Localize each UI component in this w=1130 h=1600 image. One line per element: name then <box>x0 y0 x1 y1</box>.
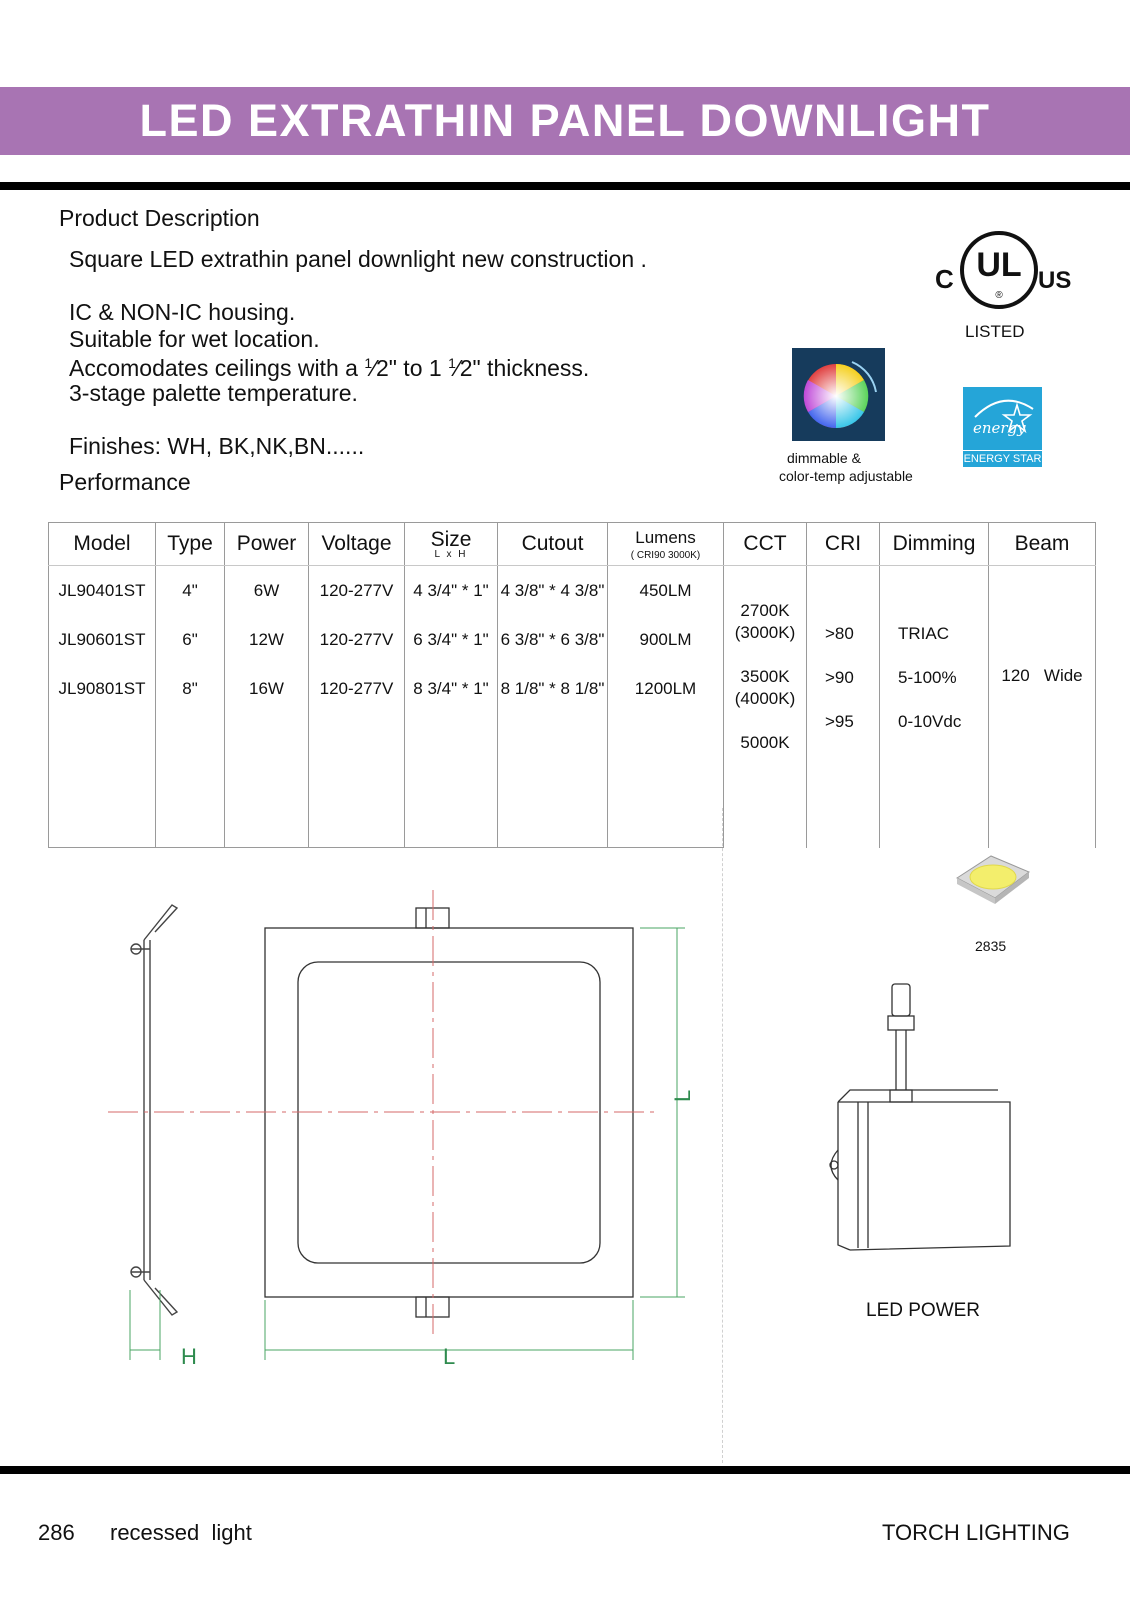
cell-type: 8" <box>156 664 225 713</box>
top-divider <box>0 182 1130 190</box>
performance-heading: Performance <box>59 469 191 495</box>
ul-listed-label: LISTED <box>965 322 1025 341</box>
section-name: recessed light <box>110 1520 252 1545</box>
cell-lumens: 450LM <box>608 566 724 616</box>
col-lumens <box>608 523 724 566</box>
finishes: Finishes: WH, BK,NK,BN...... <box>69 433 365 459</box>
performance-table <box>48 522 1096 848</box>
color-wheel-icon <box>792 348 885 441</box>
cct-value: 2700K <box>740 601 790 620</box>
description-lead: Square LED extrathin panel downlight new construction . <box>69 246 647 272</box>
energy-star-label: ENERGY STAR <box>963 450 1042 465</box>
energy-star-icon <box>963 387 1042 447</box>
led-power-label: LED POWER <box>866 1300 981 1321</box>
col-cutout: Cutout <box>498 523 608 566</box>
ceiling-prefix: Accomodates ceilings with a <box>69 355 365 381</box>
col-cct: CCT <box>724 523 807 566</box>
svg-text:US: US <box>1038 267 1072 294</box>
cell-beam: 120 Wide <box>989 566 1096 848</box>
cell-model: JL90401ST <box>49 566 156 616</box>
feature-palette: 3-stage palette temperature. <box>69 380 358 406</box>
fraction-denominator: 2 <box>375 355 389 381</box>
fraction-numerator: 1 <box>364 355 373 371</box>
cct-value: 5000K <box>740 733 790 752</box>
size-header: Size <box>430 528 472 551</box>
col-type: Type <box>156 523 225 566</box>
ceiling-mid: " to 1 <box>388 355 449 381</box>
dimming-value: TRIAC <box>898 624 949 643</box>
feature-ceiling-thickness: Accomodates ceilings with a $^1$⁄2" to 1 $^1$⁄2" thickness. <box>69 355 590 381</box>
bottom-divider <box>0 1466 1130 1474</box>
cell-size: 6 3/4" * 1" <box>405 615 498 664</box>
energy-star-badge <box>963 387 1042 467</box>
chip-label: 2835 <box>975 938 1007 954</box>
col-beam: Beam <box>989 523 1096 566</box>
ceiling-suffix: " thickness. <box>472 355 590 381</box>
cell-size: 8 3/4" * 1" <box>405 664 498 713</box>
brand-name: TORCH LIGHTING <box>882 1520 1070 1545</box>
fraction-numerator: 1 <box>448 355 456 371</box>
cell-type: 6" <box>156 615 225 664</box>
page-title: LED EXTRATHIN PANEL DOWNLIGHT <box>139 95 991 146</box>
cell-cutout: 4 3/8" * 4 3/8" <box>498 566 608 616</box>
cell-size: 4 3/4" * 1" <box>405 566 498 616</box>
cell-type: 4" <box>156 566 225 616</box>
table-header-row <box>49 523 1096 566</box>
cell-cutout: 8 1/8" * 8 1/8" <box>498 664 608 713</box>
side-profile-drawing <box>131 905 177 1315</box>
cell-power: 6W <box>225 566 309 616</box>
cct-value: (4000K) <box>734 689 796 708</box>
ul-listed-badge <box>935 226 1072 316</box>
svg-text:energy: energy <box>973 419 1026 437</box>
dimension-lines <box>130 928 685 1360</box>
dimension-drawing <box>100 880 720 1400</box>
fraction-denominator: 2 <box>459 355 473 381</box>
col-cri: CRI <box>807 523 880 566</box>
col-model: Model <box>49 523 156 566</box>
cct-value: 3500K <box>740 667 790 686</box>
dim-label-l: L <box>443 1344 456 1369</box>
cell-lumens: 900LM <box>608 615 724 664</box>
cct-value: (3000K) <box>734 623 796 642</box>
lumens-subheader: ( CRI90 3000K) <box>630 549 701 561</box>
cri-value: >90 <box>825 668 854 687</box>
dim-label-h: H <box>181 1344 197 1369</box>
cri-value: >80 <box>825 624 854 643</box>
svg-text:®: ® <box>995 290 1003 301</box>
cell-lumens: 1200LM <box>608 664 724 713</box>
led-driver-drawing <box>820 980 1020 1260</box>
page-number: 286 <box>38 1520 75 1545</box>
color-temp-label: color-temp adjustable <box>779 468 913 484</box>
col-size <box>405 523 498 566</box>
ul-logo-icon <box>935 226 1072 316</box>
cell-model: JL90801ST <box>49 664 156 713</box>
svg-text:C: C <box>935 264 954 294</box>
lumens-header: Lumens <box>635 527 696 547</box>
cell-cutout: 6 3/8" * 6 3/8" <box>498 615 608 664</box>
col-voltage: Voltage <box>309 523 405 566</box>
product-description-heading: Product Description <box>59 205 260 231</box>
dim-label-l-side: L <box>670 1089 695 1102</box>
cell-dimming <box>880 566 989 848</box>
cri-value: >95 <box>825 712 854 731</box>
led-chip-icon <box>953 850 1033 908</box>
section-divider <box>722 808 723 1463</box>
cell-power: 12W <box>225 615 309 664</box>
feature-housing: IC & NON-IC housing. <box>69 299 296 325</box>
feature-wet-location: Suitable for wet location. <box>69 326 320 352</box>
cell-voltage: 120-277V <box>309 615 405 664</box>
dimming-value: 0-10Vdc <box>898 712 962 731</box>
cell-voltage: 120-277V <box>309 566 405 616</box>
cell-voltage: 120-277V <box>309 664 405 713</box>
cell-cct <box>724 566 807 848</box>
svg-text:UL: UL <box>976 246 1022 284</box>
dimmable-label: dimmable & <box>787 450 861 466</box>
table-row <box>49 566 1096 616</box>
col-power: Power <box>225 523 309 566</box>
cell-power: 16W <box>225 664 309 713</box>
col-dimming: Dimming <box>880 523 989 566</box>
cell-cri <box>807 566 880 848</box>
dimming-value: 5-100% <box>898 668 957 687</box>
size-subheader: L x H <box>434 549 468 560</box>
cell-model: JL90601ST <box>49 615 156 664</box>
